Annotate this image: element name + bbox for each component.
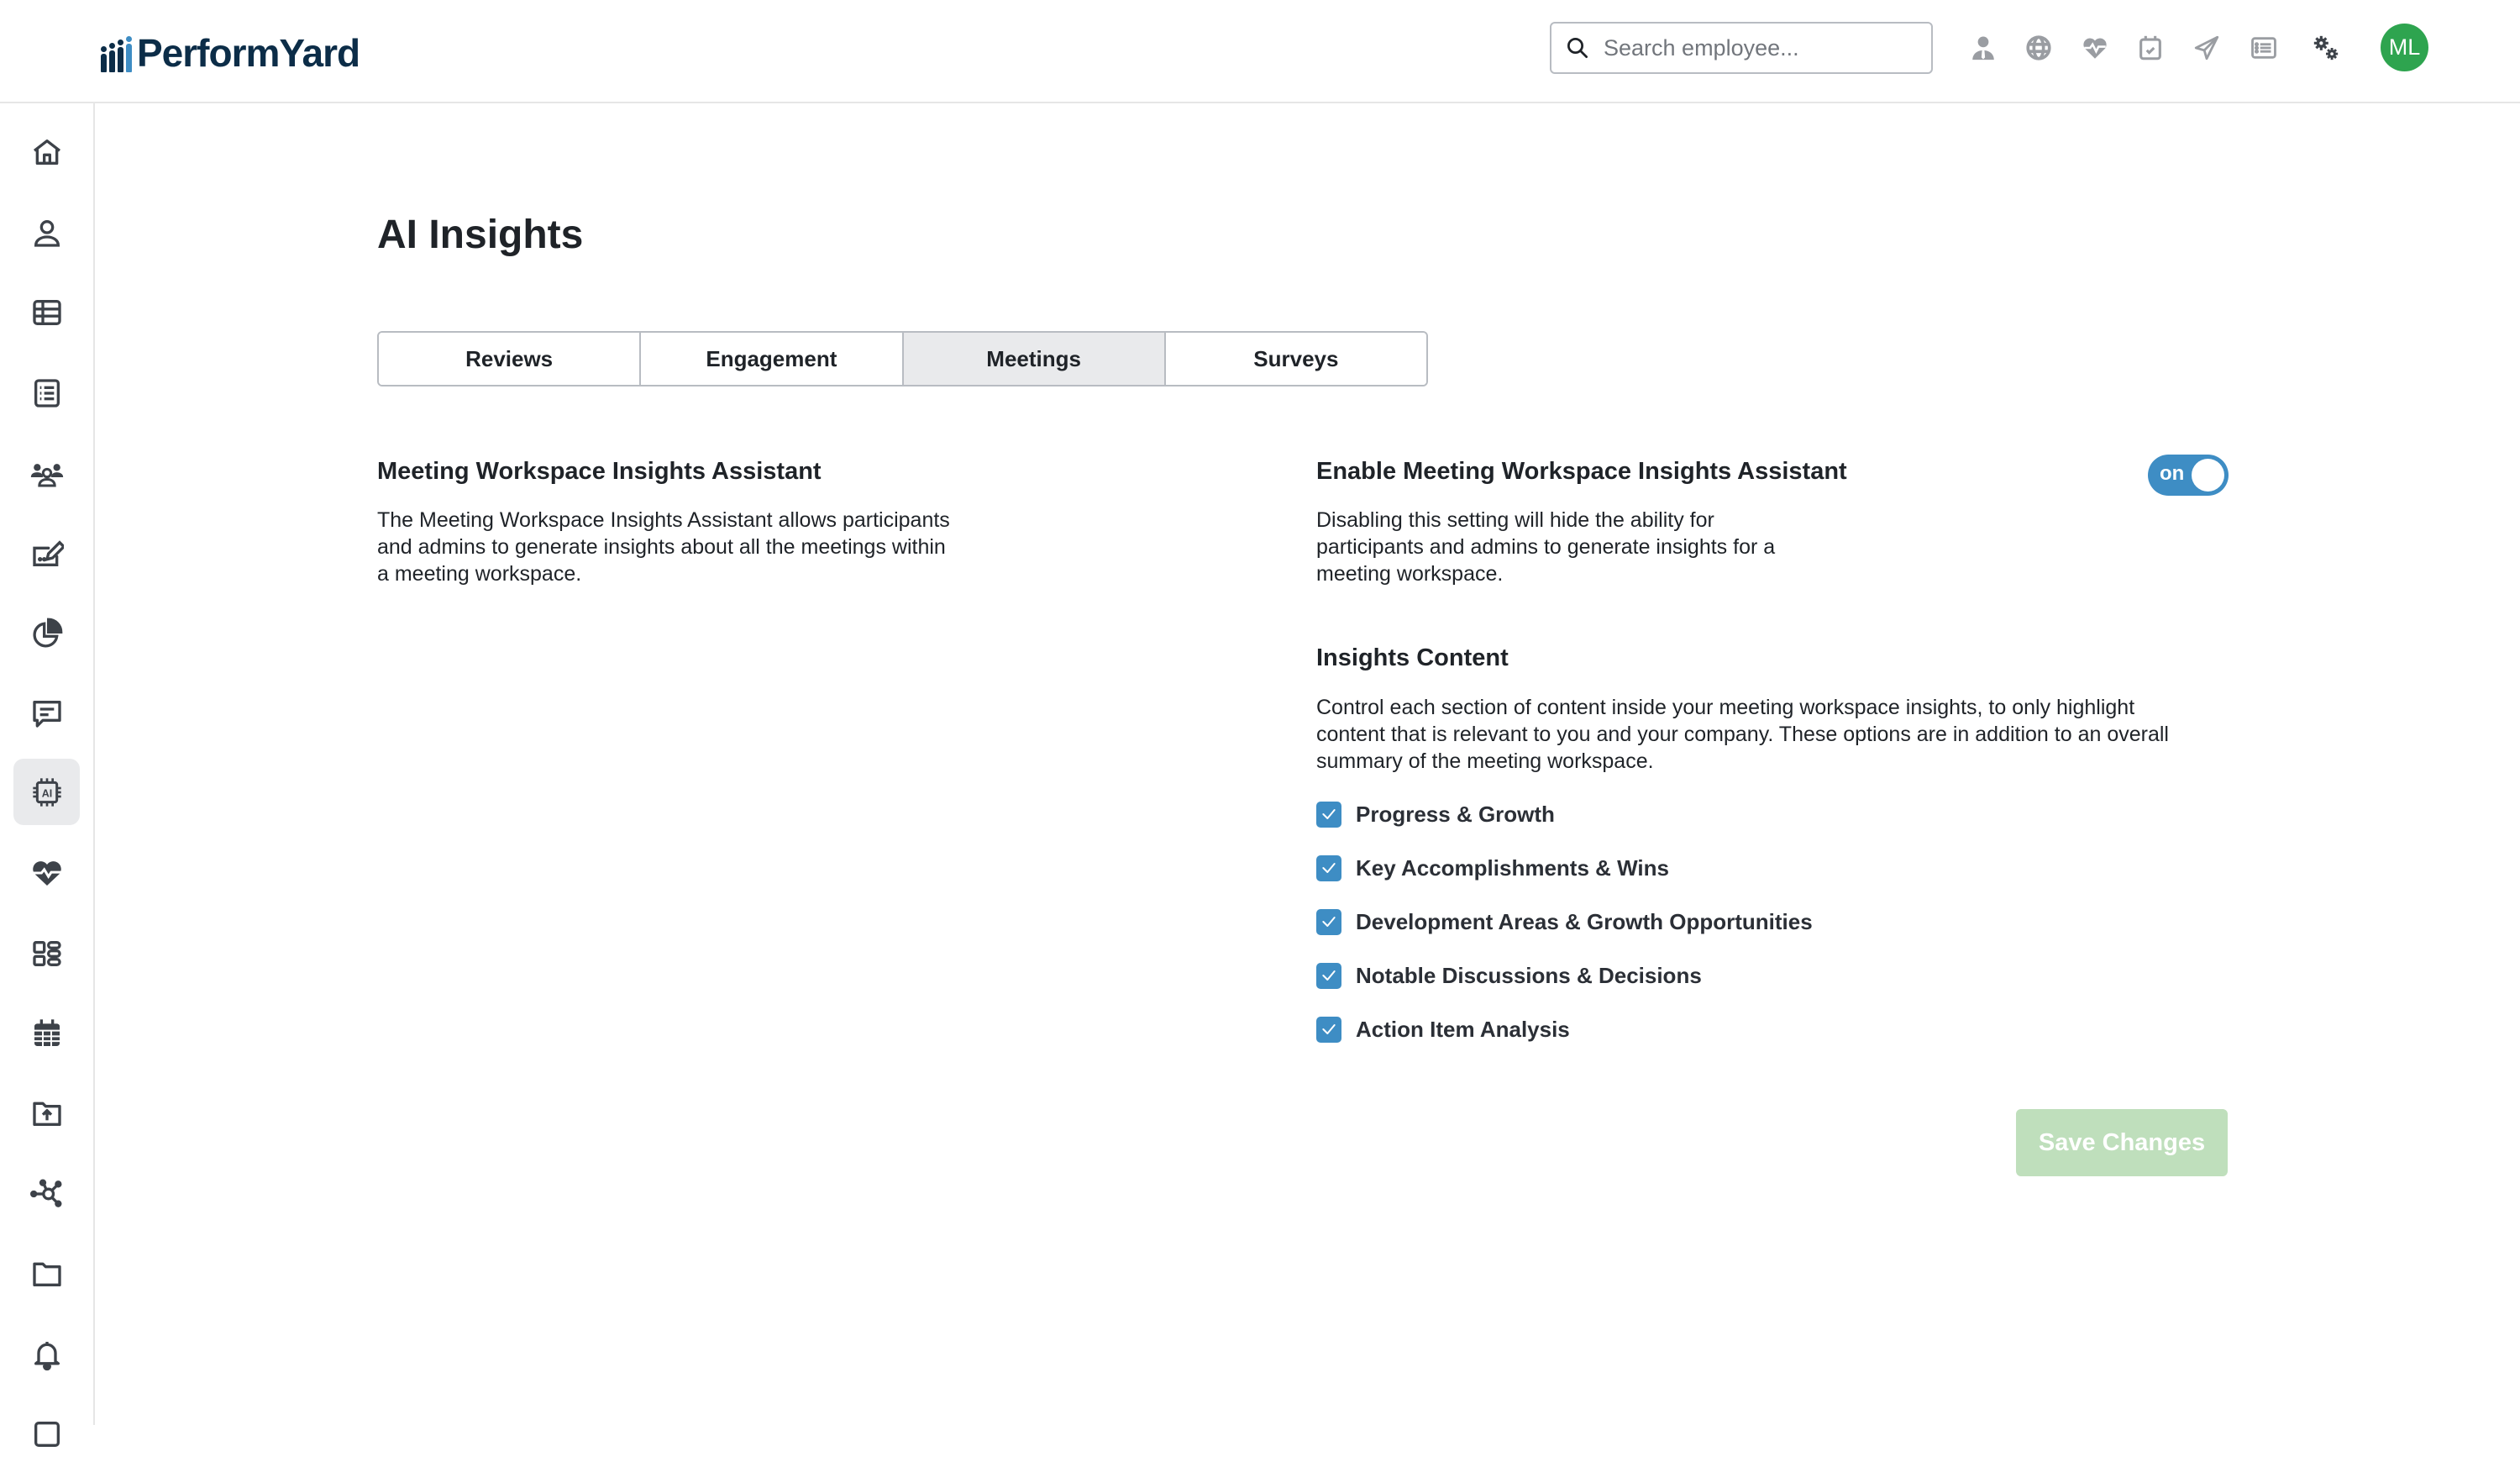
network-icon <box>30 1177 64 1211</box>
assistant-description-line: and admins to generate insights about all the meetings within <box>377 535 946 559</box>
sidebar-item-files[interactable] <box>13 1240 80 1307</box>
tab-engagement[interactable]: Engagement <box>641 333 903 385</box>
sidebar-item-integrations[interactable] <box>13 1160 80 1227</box>
enable-description-line: Disabling this setting will hide the ability for <box>1316 508 1714 532</box>
checkmark-icon <box>1320 806 1337 823</box>
assistant-heading: Meeting Workspace Insights Assistant <box>377 458 822 485</box>
user-avatar[interactable] <box>2381 24 2428 71</box>
sidebar-item-calendar[interactable] <box>13 1000 80 1066</box>
home-icon <box>30 135 64 169</box>
avatar-initials: ML <box>2388 34 2421 60</box>
checkmark-icon <box>1320 1021 1337 1038</box>
content-description-line: content that is relevant to you and your company. These options are in addition to an overall <box>1316 723 2169 746</box>
list-icon[interactable] <box>2250 34 2278 62</box>
sidebar-item-home[interactable] <box>13 118 80 185</box>
toggle-state-label: on <box>2160 462 2185 485</box>
enable-assistant-toggle[interactable] <box>2148 455 2229 496</box>
sidebar-item-notifications[interactable] <box>13 1321 80 1387</box>
sidebar-item-checklist[interactable] <box>13 360 80 426</box>
option-label: Progress & Growth <box>1356 801 1555 827</box>
enable-assistant-heading: Enable Meeting Workspace Insights Assistant <box>1316 458 1847 485</box>
checkbox-checked[interactable] <box>1316 909 1341 935</box>
option-notable-discussions[interactable] <box>1316 962 1702 989</box>
sidebar-item-documents-upload[interactable] <box>13 1080 80 1146</box>
sidebar-item-reports[interactable] <box>13 600 80 666</box>
tab-meetings[interactable]: Meetings <box>904 333 1166 385</box>
option-label: Notable Discussions & Decisions <box>1356 962 1702 988</box>
tab-reviews[interactable]: Reviews <box>379 333 641 385</box>
option-progress-growth[interactable] <box>1316 801 1555 828</box>
sidebar-item-engagement[interactable] <box>13 839 80 906</box>
top-header <box>0 0 2520 103</box>
logo-mark-icon <box>101 37 132 72</box>
search-box[interactable] <box>1550 22 1933 74</box>
assistant-description <box>377 507 950 587</box>
sidebar-item-more[interactable] <box>13 1401 80 1467</box>
toggle-knob <box>2192 459 2224 492</box>
folder-upload-icon <box>30 1096 64 1130</box>
content-description-line: summary of the meeting workspace. <box>1316 749 1654 773</box>
insights-content-description <box>1316 694 2169 775</box>
calendar-icon <box>30 1017 64 1050</box>
option-action-item-analysis[interactable] <box>1316 1016 1570 1043</box>
paper-plane-icon[interactable] <box>2192 34 2221 62</box>
save-changes-button[interactable]: Save Changes <box>2016 1109 2228 1176</box>
checkbox-checked[interactable] <box>1316 802 1341 828</box>
sidebar-item-people[interactable] <box>13 199 80 266</box>
enable-description-line: participants and admins to generate insights for a <box>1316 535 1776 559</box>
insights-content-heading: Insights Content <box>1316 644 1509 671</box>
option-label: Action Item Analysis <box>1356 1016 1570 1042</box>
sidebar-item-signature[interactable] <box>13 520 80 586</box>
user-icon <box>30 216 64 250</box>
page-title: AI Insights <box>377 213 584 257</box>
assistant-description-line: a meeting workspace. <box>377 562 582 586</box>
table-icon <box>30 296 64 329</box>
folder-icon <box>30 1257 64 1291</box>
svg-text:AI: AI <box>41 786 52 799</box>
tab-surveys[interactable]: Surveys <box>1166 333 1426 385</box>
checkmark-icon <box>1320 860 1337 876</box>
option-development-areas[interactable] <box>1316 908 1813 935</box>
heart-pulse-icon <box>30 856 64 890</box>
sidebar-item-dashboard[interactable] <box>13 920 80 986</box>
insights-tabs <box>377 331 1428 386</box>
option-label: Key Accomplishments & Wins <box>1356 854 1670 881</box>
sidebar-item-table[interactable] <box>13 279 80 345</box>
calendar-check-icon[interactable] <box>2136 34 2165 62</box>
checkbox-checked[interactable] <box>1316 855 1341 881</box>
checkbox-checked[interactable] <box>1316 1017 1341 1043</box>
checklist-icon <box>30 376 64 410</box>
team-icon <box>30 456 64 490</box>
pie-chart-icon <box>30 617 64 650</box>
sidebar-item-team[interactable] <box>13 439 80 506</box>
sidebar-nav <box>0 103 95 1425</box>
globe-icon[interactable] <box>2024 34 2053 62</box>
option-label: Development Areas & Growth Opportunities <box>1356 908 1813 934</box>
enable-assistant-description <box>1316 507 1775 587</box>
ai-chip-icon <box>30 776 64 809</box>
checkmark-icon <box>1320 913 1337 930</box>
bell-icon <box>30 1338 64 1371</box>
sidebar-item-ai-insights[interactable] <box>13 759 80 825</box>
sidebar-item-feedback[interactable] <box>13 680 80 746</box>
content-description-line: Control each section of content inside your meeting workspace insights, to only highlight <box>1316 696 2135 719</box>
comment-icon <box>30 697 64 730</box>
checkmark-icon <box>1320 967 1337 984</box>
gears-icon[interactable] <box>2312 34 2340 62</box>
option-key-accomplishments[interactable] <box>1316 854 1669 881</box>
assistant-description-line: The Meeting Workspace Insights Assistant allows participants <box>377 508 950 532</box>
checkbox-checked[interactable] <box>1316 963 1341 989</box>
performyard-logo[interactable] <box>101 25 360 75</box>
search-icon <box>1565 35 1590 60</box>
dashboard-icon <box>30 937 64 970</box>
heart-pulse-icon[interactable] <box>2081 34 2109 62</box>
more-icon <box>30 1417 64 1451</box>
person-icon[interactable] <box>1969 34 1998 62</box>
logo-text: PerformYard <box>137 31 360 75</box>
enable-description-line: meeting workspace. <box>1316 562 1504 586</box>
search-input[interactable] <box>1602 34 1924 62</box>
signature-icon <box>30 537 64 570</box>
